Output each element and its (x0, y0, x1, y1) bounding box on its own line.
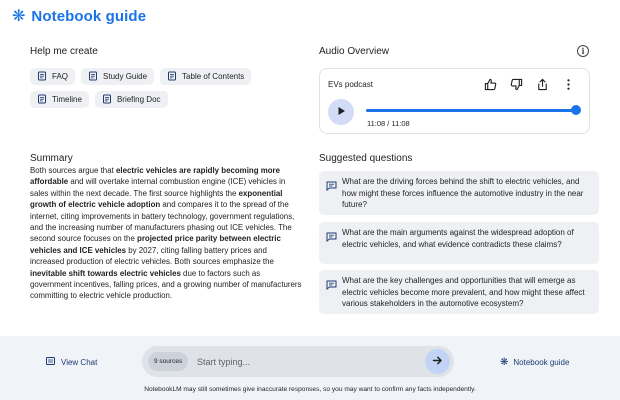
view-chat-button[interactable] (46, 357, 97, 367)
suggested-question[interactable] (319, 270, 599, 314)
chat-question-icon (326, 229, 337, 239)
summary-text (30, 165, 303, 302)
document-icon (88, 71, 98, 83)
briefing-doc-chip[interactable] (95, 91, 168, 108)
help-create-chips (30, 68, 280, 114)
audio-actions (483, 77, 575, 91)
summary-segment: by 2027, citing falling battery prices and increased production of electric vehicles. Both sources emphasize the (30, 245, 274, 267)
notebook-guide-button[interactable] (500, 357, 569, 368)
podcast-name: EVs podcast (328, 80, 373, 89)
chat-question-icon (326, 178, 337, 188)
playback-time: 11:08 / 11:08 (367, 119, 410, 128)
chip-label: Study Guide (103, 72, 148, 81)
audio-overview-title: Audio Overview (319, 46, 390, 57)
suggested-question[interactable] (319, 171, 599, 215)
send-button[interactable] (425, 349, 450, 374)
chat-list-icon (46, 357, 55, 367)
sources-badge[interactable]: 9 sources (148, 352, 188, 371)
view-chat-label: View Chat (61, 357, 98, 367)
document-icon (167, 71, 177, 83)
chat-question-icon (326, 277, 337, 287)
timeline-chip[interactable] (30, 91, 89, 108)
document-icon (37, 71, 47, 83)
question-text: What are the main arguments against the widespread adoption of electric vehicles, and what evidence contradicts these claims? (342, 228, 574, 249)
summary-title: Summary (30, 153, 73, 164)
more-vert-icon[interactable] (561, 77, 575, 91)
info-icon[interactable]: i (577, 45, 589, 57)
summary-segment: and will overtake internal combustion engine (ICE) vehicles in sales within the next decade. The first source highlights the (30, 177, 286, 198)
summary-highlight: exponential growth of electric vehicle adoption (30, 188, 283, 210)
play-icon (337, 103, 346, 121)
disclaimer-text: NotebookLM may still sometimes give inaccurate responses, so you may want to confirm any facts independently. (144, 386, 476, 393)
play-button[interactable] (328, 99, 354, 125)
sparkle-icon: ❋ (12, 7, 26, 25)
page-title: Notebook guide (31, 8, 147, 25)
document-icon (102, 94, 112, 106)
help-create-title: Help me create (30, 46, 98, 57)
chip-label: FAQ (52, 72, 69, 81)
progress-handle[interactable] (571, 105, 581, 115)
share-icon[interactable] (535, 77, 549, 91)
summary-segment: Both sources argue that (30, 166, 116, 175)
chat-input-bar (142, 346, 454, 377)
sparkle-icon: ❋ (500, 357, 509, 368)
summary-segment: and compares it to the spread of the internet, citing improvements in battery technology, government regulations, and the increasing number of manufacturers phasing out ICE vehicles. The second source focuses on the (30, 200, 295, 244)
question-text: What are the driving forces behind the shift to electric vehicles, and how might these forces influence the automotive industry in the near future? (342, 177, 584, 210)
summary-highlight: electric vehicles are rapidly becoming more affordable (30, 166, 281, 187)
chip-label: Table of Contents (182, 72, 245, 81)
summary-segment: due to factors such as government incentives, falling prices, and a growing number of manufacturers committing to electric vehicle production. (30, 268, 302, 301)
summary-highlight: inevitable shift towards electric vehicles (30, 268, 181, 278)
suggested-questions-title: Suggested questions (319, 153, 413, 164)
header (12, 8, 146, 25)
chip-label: Timeline (52, 95, 82, 104)
notebook-guide-label: Notebook guide (513, 358, 570, 367)
study-guide-chip[interactable] (81, 68, 154, 85)
question-text: What are the key challenges and opportunities that will emerge as electric vehicles become more prevalent, and how might these affect various stakeholders in the automotive ecosystem? (342, 276, 585, 309)
chip-label: Briefing Doc (116, 95, 161, 104)
chat-input[interactable] (197, 352, 417, 371)
thumb-up-icon[interactable] (483, 77, 497, 91)
progress-track[interactable] (366, 109, 578, 112)
arrow-right-icon (432, 353, 443, 371)
audio-player-card (319, 68, 590, 134)
thumb-down-icon[interactable] (509, 77, 523, 91)
summary-highlight: projected price parity between electric vehicles and ICE vehicles (30, 234, 281, 255)
table-of-contents-chip[interactable] (160, 68, 251, 85)
faq-chip[interactable] (30, 68, 75, 85)
document-icon (37, 94, 47, 106)
suggested-question[interactable] (319, 222, 599, 264)
